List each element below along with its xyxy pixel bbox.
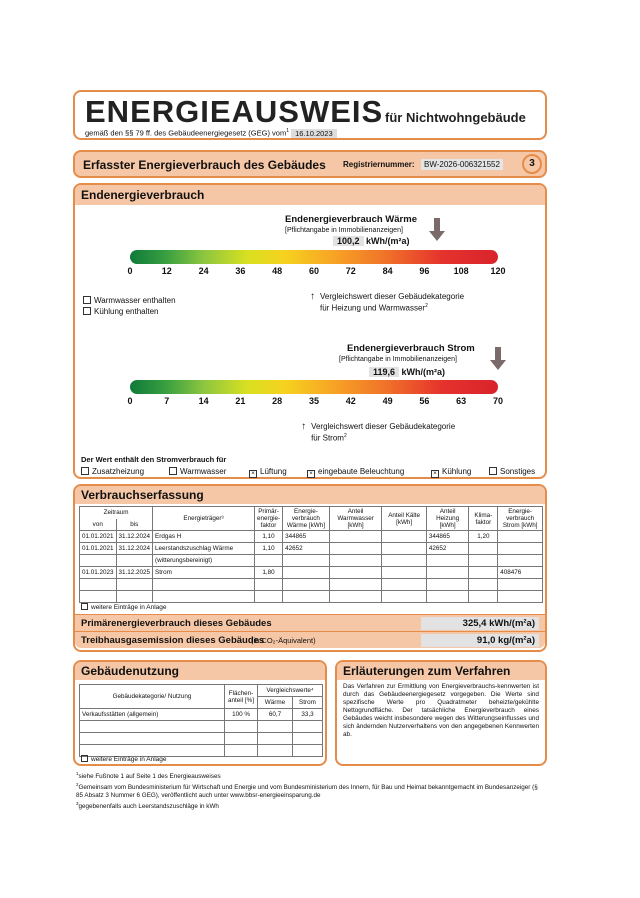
table-cell-strom [498,591,543,603]
table-cell-kaelte [382,567,426,579]
erlaeuterung-text: Das Verfahren zur Ermittlung von Energieverbrauchs-kennwerten ist durch das Gebäudeenergiegesetz vorgegeben. Die Werte sind spezifische Werte pro Quadratmeter beheizte/gekühlte Nettogrundfläche. Der tatsächliche Energieverbrauch eines Gebäudes weicht insbesondere wegen des Witterungseinflusses und sich ändernden Nutzerverhaltens von den angegebenen Kennwerten ab. [343,683,539,738]
verbrauch-header [75,486,545,504]
nutzung-title: Gebäudenutzung [81,664,179,678]
table-cell-prim [254,579,282,591]
power-ref-sup: 2 [343,433,347,439]
table-cell-ww [329,531,382,543]
table-cell-waerme [283,555,330,567]
checkbox-beleuchtung[interactable]: × [307,470,315,478]
heat-label: Endenergieverbrauch Wärme [285,214,417,225]
col-von: von [80,519,117,531]
inc-lueftung-label: Lüftung [260,467,287,476]
table-cell-strom [498,531,543,543]
table-cell-kaelte [382,531,426,543]
nutzung-box [73,660,327,766]
footnote-2-text: Gemeinsam vom Bundesministerium für Wirtschaft und Energie und vom Bundesministerium des Innern, für Bau und Heimat bekanntgemacht im Bundesanzeiger (§ 85 Absatz 3 Nummer 6 GEG), veröffentlicht auch unter www.bbsr-energieeinsparung.de [76,784,538,800]
check-warmwasser [83,296,176,305]
power-tick: 49 [382,396,393,406]
nutzung-cell-power [292,721,322,733]
verbrauch-header-row [80,507,543,519]
table-cell-klima [469,579,498,591]
table-cell-strom [498,543,543,555]
table-cell-heizung [426,591,469,603]
erlaeuterung-header [337,662,545,680]
table-cell-von: 01.01.2023 [80,567,117,579]
checkbox-warmwasser[interactable] [83,296,91,304]
power-tick: 56 [419,396,430,406]
table-row [80,709,323,721]
nutzung-more [81,755,167,763]
nutzung-cell-share [225,721,258,733]
table-cell-waerme: 344865 [283,531,330,543]
footnote-1 [76,770,546,781]
ghg-suffix: (in CO₂-Äquivalent) [251,636,316,645]
footnote-3-text: gegebenenfalls auch Leerstandszuschläge in kWh [78,803,219,811]
table-cell-waerme [283,579,330,591]
power-unit: kWh/(m²a) [401,367,446,377]
nutzung-cell-heat: 60,7 [258,709,293,721]
check-kuehlung-label: Kühlung enthalten [94,307,159,316]
table-cell-strom [498,579,543,591]
nutzung-more-label: weitere Einträge in Anlage [91,756,167,763]
table-row [80,733,323,745]
power-tick: 7 [164,396,170,406]
erlaeuterung-box [335,660,547,766]
check-kuehlung [83,307,159,316]
heat-note: [Pflichtangabe in Immobilienanzeigen] [285,227,403,234]
table-cell-strom: 408476 [498,567,543,579]
verbrauch-more-label: weitere Einträge in Anlage [91,604,167,611]
inc-beleuchtung-label: eingebaute Beleuchtung [318,467,405,476]
nutzung-cell-heat [258,721,293,733]
power-tick: 0 [127,396,133,406]
ghg-label: Treibhausgasemission dieses Gebäudes [81,635,265,646]
endenergie-header [75,185,545,205]
power-includes-row [81,467,543,477]
checkbox-verbrauch-more[interactable] [81,603,88,610]
table-cell-klima: 1,20 [469,531,498,543]
checkbox-lueftung[interactable]: × [249,470,257,478]
nutzung-table [79,684,323,757]
col-traeger: Energieträger³ [153,507,255,531]
verbrauch-box [73,484,547,652]
ghg-value: 91,0 kg/(m²a) [421,634,539,647]
table-cell-klima [469,567,498,579]
ghg-row [75,632,545,648]
table-cell-bis: 31.12.2024 [116,543,153,555]
footnotes [76,770,546,811]
nutzung-cell-cat [80,733,225,745]
heat-ref-text-1: Vergleichswert dieser Gebäudekategorie [320,292,465,301]
heat-ref-up-arrow-icon: ↑ [310,291,315,302]
table-cell-traeger [153,591,255,603]
table-cell-kaelte [382,543,426,555]
table-cell-klima [469,591,498,603]
power-value-line [369,367,445,377]
checkbox-kuehlung[interactable] [83,307,91,315]
table-cell-waerme: 42652 [283,543,330,555]
table-cell-prim [254,591,282,603]
table-cell-bis: 31.12.2025 [116,567,153,579]
nutzung-cell-cat [80,721,225,733]
power-ref-text-2-wrap [311,433,347,443]
table-cell-klima [469,543,498,555]
heat-tick: 120 [490,266,506,276]
nutzung-cell-share [225,745,258,757]
heat-ref-text-2: für Heizung und Warmwasser [320,303,426,313]
table-cell-ww [329,543,382,555]
col-strom: Energie-verbrauch Strom [kWh] [498,507,543,531]
table-cell-traeger: Leerstandszuschlag Wärme [153,543,255,555]
nutzung-cell-heat [258,745,293,757]
section-bar [73,150,547,178]
table-row [80,591,543,603]
law-sup: 1 [286,128,290,134]
table-cell-prim: 1,10 [254,543,282,555]
verbrauch-table [79,506,543,603]
table-cell-heizung [426,567,469,579]
heat-tick: 84 [382,266,393,276]
table-cell-heizung: 344865 [426,531,469,543]
document-title: ENERGIEAUSWEIS [85,94,384,129]
heat-value-line [333,236,410,246]
nutzung-cell-power: 33,3 [292,709,322,721]
checkbox-zusatzheizung[interactable] [81,467,89,475]
col-zeitraum: Zeitraum [80,507,153,519]
nutzung-col-power: Strom [292,697,322,709]
power-ref-text-2: für Strom [311,433,344,443]
table-row [80,579,543,591]
heat-tick: 96 [419,266,430,276]
table-cell-prim [254,555,282,567]
power-tick: 21 [235,396,246,406]
heat-tick: 0 [127,266,133,276]
inc-beleuchtung [307,467,404,478]
heat-value: 100,2 [333,236,364,246]
heat-tick: 108 [453,266,469,276]
nutzung-col-ref: Vergleichswerte⁴ [258,685,323,697]
nutzung-col-share: Flächen-anteil [%] [225,685,258,709]
title-box [73,90,547,140]
table-row [80,721,323,733]
verbrauch-body [80,531,543,603]
power-ref-up-arrow-icon: ↑ [301,421,307,432]
col-heizung: Anteil Heizung [kWh] [426,507,469,531]
endenergie-title: Endenergieverbrauch [81,188,205,202]
table-cell-ww [329,555,382,567]
registration-label: Registriernummer: [343,160,415,169]
table-cell-kaelte [382,591,426,603]
power-tick: 28 [272,396,283,406]
footnote-2 [76,781,546,800]
heat-scale-ticks [127,266,506,278]
page-number: 3 [529,158,535,169]
table-cell-strom [498,555,543,567]
table-cell-waerme [283,567,330,579]
table-cell-bis [116,579,153,591]
table-cell-prim: 1,80 [254,567,282,579]
table-cell-kaelte [382,579,426,591]
power-tick: 63 [456,396,467,406]
power-tick: 35 [308,396,320,406]
nutzung-body [80,709,323,757]
power-ref-text-1: Vergleichswert dieser Gebäudekategorie [311,422,456,431]
law-text: gemäß den §§ 79 ff. des Gebäudeenergiegesetz (GEG) vom [85,128,287,138]
verbrauch-title: Verbrauchserfassung [81,488,204,502]
footnote-3-num: 3 [76,801,79,807]
table-row [80,543,543,555]
table-cell-kaelte [382,555,426,567]
table-cell-von [80,579,117,591]
verbrauch-more [81,603,167,611]
nutzung-cell-cat: Verkaufsstätten (allgemein) [80,709,225,721]
table-cell-klima [469,555,498,567]
page-number-badge [522,154,542,174]
power-scale-ticks [127,396,504,408]
nutzung-header-row [80,685,323,697]
nutzung-cell-power [292,733,322,745]
endenergie-box [73,183,547,479]
table-cell-traeger: (witterungsbereinigt) [153,555,255,567]
inc-zusatzheizung-label: Zusatzheizung [92,467,145,476]
table-cell-prim: 1,10 [254,531,282,543]
table-cell-bis [116,591,153,603]
power-label: Endenergieverbrauch Strom [347,343,475,354]
footnote-2-num: 2 [76,782,79,788]
nutzung-header [75,662,325,680]
col-waerme: Energie-verbrauch Wärme [kWh] [283,507,330,531]
power-scale-bar [130,380,498,394]
table-cell-von [80,555,117,567]
primary-value: 325,4 kWh/(m²a) [421,617,539,630]
checkbox-inc-kuehlung[interactable]: × [431,470,439,478]
section-title: Erfasster Energieverbrauch des Gebäudes [83,158,326,172]
table-cell-von [80,591,117,603]
checkbox-inc-warmwasser[interactable] [169,467,177,475]
erlaeuterung-title: Erläuterungen zum Verfahren [343,664,511,678]
primary-label: Primärenergieverbrauch dieses Gebäudes [81,618,272,629]
table-cell-von: 01.01.2021 [80,543,117,555]
table-cell-traeger [153,579,255,591]
footnote-3 [76,800,546,811]
power-tick: 14 [198,396,209,406]
table-cell-heizung: 42652 [426,543,469,555]
heat-ref-text-2-wrap [320,303,428,313]
heat-tick: 48 [272,266,283,276]
nutzung-cell-heat [258,733,293,745]
inc-sonstiges [489,467,535,476]
check-warmwasser-label: Warmwasser enthalten [94,296,176,305]
primary-row [75,614,545,632]
inc-warmwasser-label: Warmwasser [180,467,227,476]
inc-warmwasser [169,467,226,476]
power-value: 119,6 [369,367,399,377]
inc-lueftung [249,467,287,478]
heat-tick: 24 [198,266,209,276]
registration-number: BW-2026-006321552 [421,159,503,170]
power-tick: 42 [345,396,356,406]
table-row [80,555,543,567]
heat-ref-sup: 2 [425,303,428,309]
document-subtitle: für Nichtwohngebäude [385,110,526,125]
table-cell-von: 01.01.2021 [80,531,117,543]
checkbox-nutzung-more[interactable] [81,755,88,762]
nutzung-col-heat: Wärme [258,697,293,709]
nutzung-col-cat: Gebäudekategorie/ Nutzung [80,685,225,709]
table-cell-ww [329,579,382,591]
law-date: 16.10.2023 [291,129,337,138]
nutzung-cell-share: 100 % [225,709,258,721]
inc-kuehlung [431,467,471,478]
col-kaelte: Anteil Kälte [kWh] [382,507,426,531]
heat-tick: 12 [161,266,172,276]
table-cell-waerme [283,591,330,603]
power-note: [Pflichtangabe in Immobilienanzeigen] [339,356,457,363]
table-cell-traeger: Strom [153,567,255,579]
table-cell-ww [329,591,382,603]
footnote-1-num: 1 [76,771,79,776]
heat-tick: 60 [308,266,320,276]
table-cell-bis: 31.12.2024 [116,531,153,543]
table-row [80,531,543,543]
heat-unit: kWh/(m²a) [366,236,410,246]
table-cell-bis [116,555,153,567]
col-klima: Klima-faktor [469,507,498,531]
nutzung-cell-share [225,733,258,745]
nutzung-cell-power [292,745,322,757]
power-tick: 70 [492,396,504,406]
heat-scale-bar [130,250,498,264]
col-bis: bis [116,519,153,531]
checkbox-sonstiges[interactable] [489,467,497,475]
table-cell-heizung [426,555,469,567]
table-cell-traeger: Erdgas H [153,531,255,543]
table-cell-heizung [426,579,469,591]
inc-sonstiges-label: Sonstiges [500,467,536,476]
table-cell-ww [329,567,382,579]
table-row [80,567,543,579]
col-prim: Primär-energie-faktor [254,507,282,531]
heat-tick: 36 [235,266,246,276]
inc-zusatzheizung [81,467,144,476]
inc-kuehlung-label: Kühlung [442,467,472,476]
col-ww: Anteil Warmwasser [kWh] [329,507,382,531]
law-reference [85,128,337,138]
heat-tick: 72 [345,266,356,276]
power-includes-label: Der Wert enthält den Stromverbrauch für [81,455,227,464]
footnote-1-text: siehe Fußnote 1 auf Seite 1 des Energieausweises [78,773,221,781]
